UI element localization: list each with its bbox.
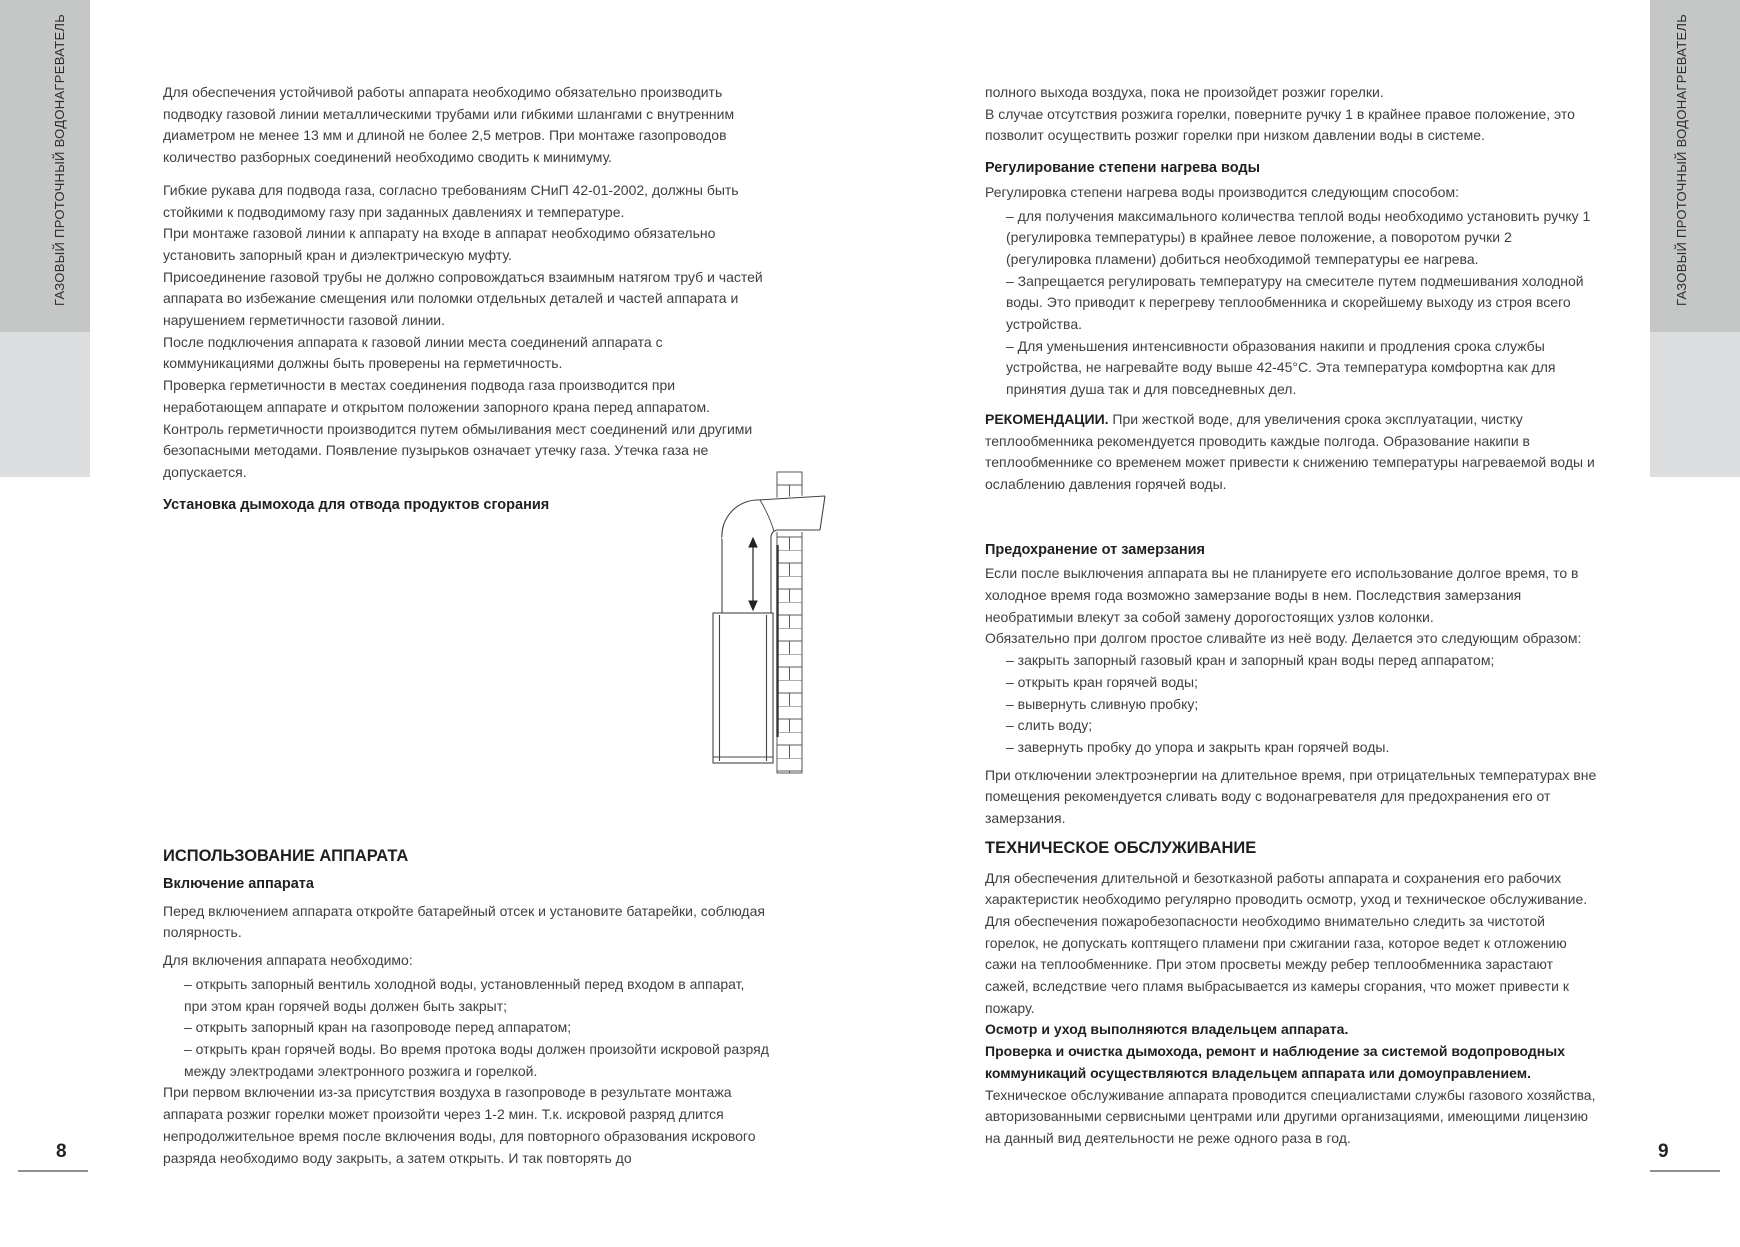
maintenance-section-heading: ТЕХНИЧЕСКОЕ ОБСЛУЖИВАНИЕ — [985, 838, 1257, 857]
list-item: – открыть запорный кран на газопроводе перед аппаратом; — [184, 1019, 572, 1036]
freeze-paragraph: Обязательно при долгом простое сливайте из неё воду. Делается это следующим образом: — [985, 630, 1582, 647]
maintenance-inspection-note: Проверка и очистка дымохода, ремонт и наблюдение за системой водопроводных коммуникаций осуществляются владельцем аппарата или домоуправлением. — [985, 1043, 1566, 1081]
left-page-number: 8 — [56, 1141, 67, 1162]
intro-paragraph: Для обеспечения устойчивой работы аппарата необходимо обязательно производить подводку газовой линии металлическими трубами или гибкими шлангами с внутренним диаметром не менее 13 мм и длиной не более 2,5 метров. При монтаже газопроводов количество разборных соединений необходимо сводить к минимуму. — [163, 84, 735, 166]
right-page-column — [985, 82, 1597, 1150]
gas-line-paragraph: Присоединение газовой трубы не должно сопровождаться взаимным натягом труб и частей аппарата во избежание смещения или поломки отдельных деталей и частей аппарата и нарушением герметичности газовой линии. — [163, 268, 763, 329]
switch-on-steps — [163, 974, 769, 1083]
maintenance-paragraph: Техническое обслуживание аппарата проводится специалистами службы газового хозяйства, авторизованными сервисными центрами или другими организациями, имеющими лицензию на данный вид деятельности не реже одного раза в год. — [985, 1086, 1596, 1146]
list-item: – закрыть запорный газовый кран и запорный кран воды перед аппаратом; — [1006, 652, 1495, 669]
recommendations-lead: РЕКОМЕНДАЦИИ. — [985, 410, 1109, 427]
gas-line-paragraph: При монтаже газовой линии к аппарату на входе в аппарат необходимо обязательно установить запорный кран и диэлектрическую муфту. — [163, 225, 716, 263]
flue-installation-heading: Установка дымохода для отвода продуктов сгорания — [163, 496, 550, 513]
freeze-paragraph: При отключении электроэнергии на длительное время, при отрицательных температурах вне помещения рекомендуется сливать воду с водонагревателя для предохранения его от замерзания. — [985, 766, 1597, 827]
flue-duct — [722, 537, 771, 613]
freeze-protection-heading: Предохранение от замерзания — [985, 541, 1205, 558]
water-heater-body — [713, 613, 773, 763]
switch-on-heading: Включение аппарата — [163, 876, 314, 893]
left-page-column — [163, 82, 769, 1169]
flue-pipe — [720, 494, 826, 539]
flue-installation-diagram — [698, 425, 833, 785]
continuation-paragraph: В случае отсутствия розжига горелки, поверните ручку 1 в крайнее правое положение, это позволит осуществить розжиг горелки при низком давлении воды в системе. — [985, 105, 1575, 144]
maintenance-paragraph: Для обеспечения длительной и безотказной работы аппарата и сохранения его рабочих характеристик необходимо регулярно проводить осмотр, уход и техническое обслуживание. — [985, 869, 1588, 908]
list-item: – открыть запорный вентиль холодной воды, установленный перед входом в аппарат, при этом кран горячей воды должен быть закрыт; — [184, 975, 745, 1014]
maintenance-paragraph: Для обеспечения пожаробезопасности необходимо внимательно следить за чистотой горелок, не допускать коптящего пламени при сжигании газа, которое ведет к отложению сажи на теплообменнике. При этом просветы между ребер теплообменника зарастают сажей, вследствие чего пламя выбрасывается из камеры сгорания, что может привести к пожару. — [985, 912, 1569, 1016]
left-sidebar-dark-band — [0, 0, 90, 332]
list-item: – завернуть пробку до упора и закрыть кран горячей воды. — [1006, 738, 1390, 755]
list-item: – вывернуть сливную пробку; — [1006, 695, 1199, 712]
maintenance-owner-note: Осмотр и уход выполняются владельцем аппарата. — [985, 1021, 1349, 1038]
left-page-number-rule — [18, 1170, 88, 1172]
freeze-steps — [985, 650, 1597, 759]
regulation-heading: Регулирование степени нагрева воды — [985, 160, 1261, 177]
list-item: – открыть кран горячей воды; — [1006, 673, 1198, 690]
continuation-paragraphs — [985, 82, 1597, 147]
list-item: – для получения максимального количества теплой воды необходимо установить ручку 1 (регулировка температуры) в крайнее левое положение, а поворотом ручки 2 (регулировка пламени) добиться необходимой температуры ее нагрева. — [1006, 207, 1591, 267]
continuation-line: полного выхода воздуха, пока не произойдет розжиг горелки. — [985, 84, 1384, 100]
right-sidebar-dark-band — [1650, 0, 1740, 332]
list-item: – открыть кран горячей воды. Во время протока воды должен произойти искровой разряд между электродами электронного розжига и горелкой. — [184, 1040, 769, 1079]
regulation-intro: Регулировка степени нагрева воды производится следующим способом: — [985, 183, 1459, 200]
battery-paragraph: Перед включением аппарата откройте батарейный отсек и установите батарейки, соблюдая полярность. — [163, 902, 765, 941]
list-item: – Для уменьшения интенсивности образования накипи и продления срока службы устройства, не нагревайте воду выше 42-45°С. Эта температура комфортна как для принятия душа так и для повседневных дел. — [1006, 337, 1556, 398]
gas-line-paragraphs — [163, 180, 769, 484]
left-sidebar-vertical-title: ГАЗОВЫЙ ПРОТОЧНЫЙ ВОДОНАГРЕВАТЕЛЬ — [52, 13, 67, 306]
first-start-paragraph: При первом включении из-за присутствия воздуха в газопроводе в результате монтажа аппарата розжиг горелки может произойти через 1-2 мин. Т.к. искровой разряд длится непродолжительное время после включения воды, для повторного образования искрового разряда необходимо воду закрыть, а затем открыть. И так повторять до — [163, 1084, 756, 1166]
list-item: – слить воду; — [1006, 717, 1093, 734]
recommendations-paragraph — [985, 409, 1597, 496]
recommendations-text: При жесткой воде, для увеличения срока эксплуатации, чистку теплообменника рекомендуется проводить каждые полгода. Образование накипи в теплообменнике со временем может привести к снижению температуры нагреваемой воды и ослаблению давления горячей воды. — [985, 410, 1595, 492]
list-item: – Запрещается регулировать температуру на смесителе путем подмешивания холодной воды. Это приводит к перегреву теплообменника и скорейшему выходу из строя всего устройства. — [1006, 272, 1584, 333]
right-sidebar-vertical-title: ГАЗОВЫЙ ПРОТОЧНЫЙ ВОДОНАГРЕВАТЕЛЬ — [1674, 13, 1689, 306]
usage-section-heading: ИСПОЛЬЗОВАНИЕ АППАРАТА — [163, 847, 409, 866]
gas-line-paragraph: После подключения аппарата к газовой линии места соединений аппарата с коммуникациями должны быть проверены на герметичность. — [163, 333, 663, 372]
right-page-number: 9 — [1658, 1141, 1669, 1162]
gas-line-paragraph: Гибкие рукава для подвода газа, согласно требованиям СНиП 42-01-2002, должны быть стойкими к подводимому газу при заданных давлениях и температуре. — [163, 181, 739, 220]
freeze-paragraph: Если после выключения аппарата вы не планируете его использование долгое время, то в холодное время года возможно замерзание воды в нем. Последствия замерзания необратимыи влекут за собой замену дорогостоящих узлов колонки. — [985, 565, 1579, 625]
left-sidebar-light-band — [0, 332, 90, 477]
gas-line-paragraph: Контроль герметичности производится путем обмыливания мест соединений или другими безопасными методами. Появление пузырьков означает утечку газа. Утечка газа не допускается. — [163, 420, 753, 480]
switch-on-intro: Для включения аппарата необходимо: — [163, 952, 413, 969]
gas-line-paragraph: Проверка герметичности в местах соединения подвода газа производится при неработающем аппарате и открытом положении запорного крана перед аппаратом. — [163, 377, 710, 415]
right-page-number-rule — [1650, 1170, 1720, 1172]
regulation-items — [985, 206, 1597, 401]
right-sidebar-light-band — [1650, 332, 1740, 477]
